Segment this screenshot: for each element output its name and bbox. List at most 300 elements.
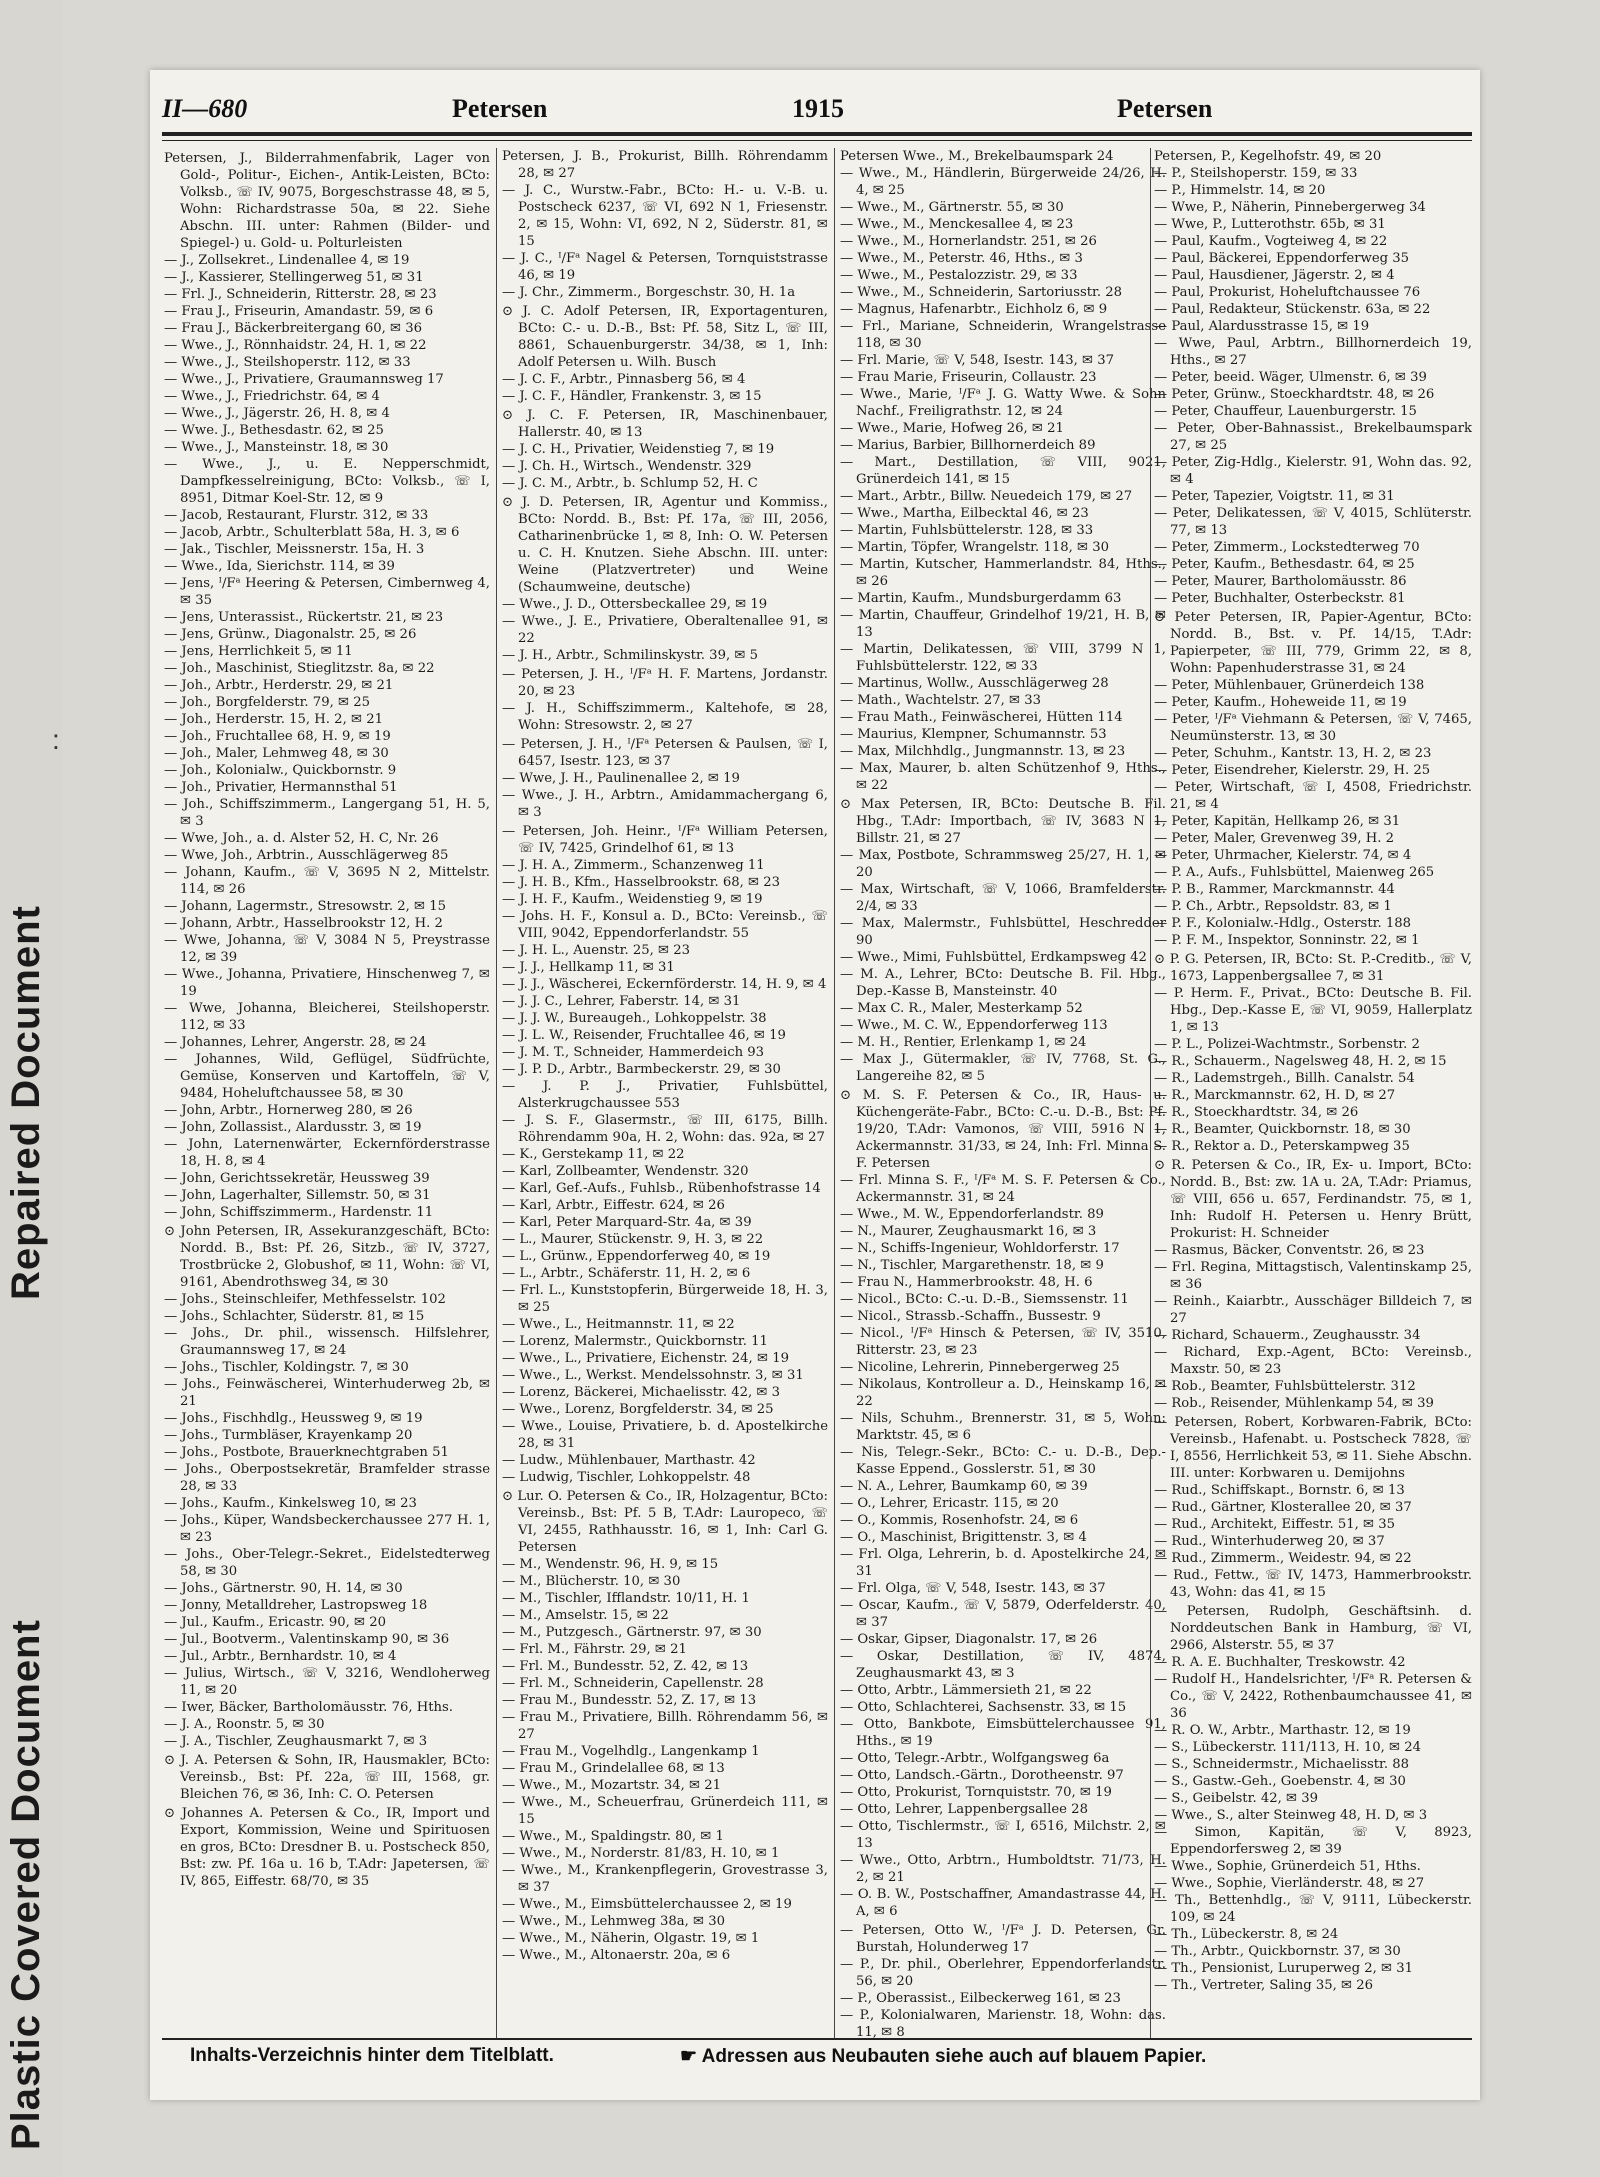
directory-entry: — M., Wendenstr. 96, H. 9, ✉ 15 xyxy=(502,1557,719,1572)
directory-entry: — Jens, ᴵ/Fᵃ Heering & Petersen, Cimbernweg 4, ✉ 35 xyxy=(164,576,490,608)
directory-entry: — Wwe., J. H., Arbtrn., Amidammachergang 6, ✉ 3 xyxy=(502,788,828,820)
directory-entry: — Nicol., Strassb.-Schaffn., Bussestr. 9 xyxy=(840,1309,1101,1324)
directory-entry: — Ludw., Mühlenbauer, Marthastr. 42 xyxy=(502,1453,756,1468)
directory-entry: — R., Stoeckhardtstr. 34, ✉ 26 xyxy=(1154,1105,1359,1120)
directory-entry: — J. H. A., Zimmerm., Schanzenweg 11 xyxy=(502,858,765,873)
directory-entry: — Wwe, Paul, Arbtrn., Billhornerdeich 19, Hths., ✉ 27 xyxy=(1154,336,1472,368)
directory-entry: — Paul, Kaufm., Vogteiweg 4, ✉ 22 xyxy=(1154,234,1388,249)
directory-entry: Petersen, P., Kegelhofstr. 49, ✉ 20 xyxy=(1154,149,1382,164)
directory-entry: — R., Beamter, Quickbornstr. 18, ✉ 30 xyxy=(1154,1122,1411,1137)
directory-entry: — J. H., Arbtr., Schmilinskystr. 39, ✉ 5 xyxy=(502,648,758,663)
directory-entry: — Wwe., M., Spaldingstr. 80, ✉ 1 xyxy=(502,1829,724,1844)
directory-entry: — Oskar, Destillation, ☏ IV, 4874, Zeughausmarkt 43, ✉ 3 xyxy=(840,1649,1166,1681)
directory-entry: — Peter, Schuhm., Kantstr. 13, H. 2, ✉ 23 xyxy=(1154,746,1432,761)
directory-entry: — Wwe., J., Friedrichstr. 64, ✉ 4 xyxy=(164,389,380,404)
directory-entry: — R. A. E. Buchhalter, Treskowstr. 42 xyxy=(1154,1655,1406,1670)
directory-entry: ⊙ Johannes A. Petersen & Co., IR, Import und Export, Kommission, Weine und Spirituosen en gros, BCto: Dresdner B. u. Postscheck 850, Bst: zw. Pf. 16a u. 16 b, T.Adr: Japetersen, ☏ IV, 865, Eiffestr. 68/70, ✉ 35 xyxy=(164,1806,490,1889)
directory-entry: — J., Kassierer, Stellingerweg 51, ✉ 31 xyxy=(164,270,424,285)
footer-rule xyxy=(162,2038,1472,2040)
directory-entry: — Johs., Küper, Wandsbeckerchaussee 277 H. 1, ✉ 23 xyxy=(164,1513,490,1545)
directory-entry: — J. M. T., Schneider, Hammerdeich 93 xyxy=(502,1045,765,1060)
directory-entry: — Frau M., Bundesstr. 52, Z. 17, ✉ 13 xyxy=(502,1693,757,1708)
directory-entry: — Rud., Fettw., ☏ IV, 1473, Hammerbrookstr. 43, Wohn: das 41, ✉ 15 xyxy=(1154,1568,1472,1600)
directory-entry: — P. Herm. F., Privat., BCto: Deutsche B. Fil. Hbg., Dep.-Kasse E, ☏ VI, 9059, Hallerplatz 1, ✉ 13 xyxy=(1154,986,1472,1035)
directory-entry: — Peter, Ober-Bahnassist., Brekelbaumspark 27, ✉ 25 xyxy=(1154,421,1472,453)
directory-entry: — Martinus, Wollw., Ausschlägerweg 28 xyxy=(840,676,1109,691)
directory-entry: — Otto, Prokurist, Tornquiststr. 70, ✉ 19 xyxy=(840,1785,1112,1800)
directory-entry: — Joh., Arbtr., Herderstr. 29, ✉ 21 xyxy=(164,678,394,693)
directory-entry: — Marius, Barbier, Billhornerdeich 89 xyxy=(840,438,1096,453)
directory-entry: — Joh., Maler, Lehmweg 48, ✉ 30 xyxy=(164,746,389,761)
directory-entry: — Th., Pensionist, Luruperweg 2, ✉ 31 xyxy=(1154,1961,1414,1976)
directory-entry: — Peter, Delikatessen, ☏ V, 4015, Schlüterstr. 77, ✉ 13 xyxy=(1154,506,1472,538)
directory-entry: — Rud., Gärtner, Klosterallee 20, ✉ 37 xyxy=(1154,1500,1412,1515)
directory-entry: — Frl. Regina, Mittagstisch, Valentinskamp 25, ✉ 36 xyxy=(1154,1260,1472,1292)
directory-entry: — Wwe., Sophie, Vierländerstr. 48, ✉ 27 xyxy=(1154,1876,1425,1891)
directory-entry: — Nicoline, Lehrerin, Pinnebergerweg 25 xyxy=(840,1360,1120,1375)
directory-entry: — M., Blücherstr. 10, ✉ 30 xyxy=(502,1574,681,1589)
directory-entry: — Peter, Wirtschaft, ☏ I, 4508, Friedrichstr. 21, ✉ 4 xyxy=(1154,780,1472,812)
directory-entry: — Otto, Landsch.-Gärtn., Dorotheenstr. 97 xyxy=(840,1768,1124,1783)
directory-entry: — Peter, Maler, Grevenweg 39, H. 2 xyxy=(1154,831,1394,846)
directory-entry: — Johs., Postbote, Brauerknechtgraben 51 xyxy=(164,1445,449,1460)
directory-entry: — Peter, Kaufm., Bethesdastr. 64, ✉ 25 xyxy=(1154,557,1415,572)
directory-entry: — Wwe., J., Privatiere, Graumannsweg 17 xyxy=(164,372,444,387)
directory-entry: — Joh., Schiffszimmerm., Langergang 51, H. 5, ✉ 3 xyxy=(164,797,490,829)
directory-entry: — Wwe, P., Näherin, Pinnebergerweg 34 xyxy=(1154,200,1426,215)
directory-entry: — Jak., Tischler, Meissnerstr. 15a, H. 3 xyxy=(164,542,425,557)
directory-entry: — Petersen, J. H., ᴵ/Fᵃ H. F. Martens, Jordanstr. 20, ✉ 23 xyxy=(502,667,828,699)
directory-entry: — Wwe., M., Schneiderin, Sartoriusstr. 28 xyxy=(840,285,1123,300)
directory-entry: — K., Gerstekamp 11, ✉ 22 xyxy=(502,1147,685,1162)
directory-entry: — Rob., Beamter, Fuhlsbüttelerstr. 312 xyxy=(1154,1379,1416,1394)
header-left-name: Petersen xyxy=(452,94,548,123)
directory-entry: — Wwe., Otto, Arbtrn., Humboldtstr. 71/73, H. 2, ✉ 21 xyxy=(840,1853,1166,1885)
directory-entry: — Julius, Wirtsch., ☏ V, 3216, Wendloherweg 11, ✉ 20 xyxy=(164,1666,490,1698)
directory-entry: — Wwe., Ida, Sierichstr. 114, ✉ 39 xyxy=(164,559,395,574)
directory-entry: — Johs., Dr. phil., wissensch. Hilfslehrer, Graumannsweg 17, ✉ 24 xyxy=(164,1326,490,1358)
directory-entry: — J. C. F., Arbtr., Pinnasberg 56, ✉ 4 xyxy=(502,372,746,387)
directory-entry: — Wwe. J., Bethesdastr. 62, ✉ 25 xyxy=(164,423,384,438)
directory-entry: — Johann, Arbtr., Hasselbrookstr 12, H. 2 xyxy=(164,916,443,931)
directory-entry: — Otto, Lehrer, Lappenbergsallee 28 xyxy=(840,1802,1088,1817)
directory-entry: — Peter, Uhrmacher, Kielerstr. 74, ✉ 4 xyxy=(1154,848,1412,863)
directory-entry: — Magnus, Hafenarbtr., Eichholz 6, ✉ 9 xyxy=(840,302,1108,317)
directory-entry: — Nikolaus, Kontrolleur a. D., Heinskamp 16, ✉ 22 xyxy=(840,1377,1166,1409)
directory-entry: — Nis, Telegr.-Sekr., BCto: C.- u. D.-B., Dep.-Kasse Eppend., Gosslerstr. 51, ✉ 30 xyxy=(840,1445,1166,1477)
directory-entry: — Wwe., J., Rönnhaidstr. 24, H. 1, ✉ 22 xyxy=(164,338,427,353)
directory-entry: — J. J. C., Lehrer, Faberstr. 14, ✉ 31 xyxy=(502,994,741,1009)
directory-entry: — Th., Arbtr., Quickbornstr. 37, ✉ 30 xyxy=(1154,1944,1401,1959)
directory-entry: — Paul, Alardusstrasse 15, ✉ 19 xyxy=(1154,319,1370,334)
directory-entry: — Martin, Fuhlsbüttelerstr. 128, ✉ 33 xyxy=(840,523,1094,538)
directory-entry: — Wwe., M., Hornerlandstr. 251, ✉ 26 xyxy=(840,234,1097,249)
directory-entry: — Iwer, Bäcker, Bartholomäusstr. 76, Hths. xyxy=(164,1700,453,1715)
directory-entry: — Frau J., Friseurin, Amandastr. 59, ✉ 6 xyxy=(164,304,434,319)
directory-entry: — J. P. J., Privatier, Fuhlsbüttel, Alsterkrugchaussee 553 xyxy=(502,1079,828,1111)
directory-entry: — Wwe., Lorenz, Borgfelderstr. 34, ✉ 25 xyxy=(502,1402,774,1417)
directory-entry: — Frl. L., Kunststopferin, Bürgerweide 18, H. 3, ✉ 25 xyxy=(502,1283,828,1315)
directory-entry: — Karl, Zollbeamter, Wendenstr. 320 xyxy=(502,1164,749,1179)
directory-entry: — P., Kolonialwaren, Marienstr. 18, Wohn: das. 11, ✉ 8 xyxy=(840,2008,1166,2038)
directory-entry: — John, Arbtr., Hornerweg 280, ✉ 26 xyxy=(164,1103,413,1118)
directory-entry: — Wwe., M. C. W., Eppendorferweg 113 xyxy=(840,1018,1108,1033)
directory-entry: — Max C. R., Maler, Mesterkamp 52 xyxy=(840,1001,1083,1016)
directory-entry: — Wwe., M., Näherin, Olgastr. 19, ✉ 1 xyxy=(502,1931,760,1946)
directory-entry: — Frau Math., Feinwäscherei, Hütten 114 xyxy=(840,710,1123,725)
directory-entry: — Peter, Grünw., Stoeckhardtstr. 48, ✉ 26 xyxy=(1154,387,1435,402)
directory-entry: — M. H., Rentier, Erlenkamp 1, ✉ 24 xyxy=(840,1035,1087,1050)
directory-entry: ⊙ J. C. Adolf Petersen, IR, Exportagenturen, BCto: C.- u. D.-B., Bst: Pf. 58, Sitz L, ☏ III, 8861, Schauenburgerstr. 34/38, ✉ 1, Inh: Adolf Petersen u. Wilh. Busch xyxy=(502,304,828,370)
directory-entry: — Karl, Arbtr., Eiffestr. 624, ✉ 26 xyxy=(502,1198,725,1213)
directory-entry: — J. Chr., Zimmerm., Borgeschstr. 30, H. 1a xyxy=(502,285,796,300)
directory-entry: — P., Dr. phil., Oberlehrer, Eppendorferlandstr. 56, ✉ 20 xyxy=(840,1957,1166,1989)
directory-entry: — Wwe., Marie, Hofweg 26, ✉ 21 xyxy=(840,421,1064,436)
directory-entry: — Th., Lübeckerstr. 8, ✉ 24 xyxy=(1154,1927,1339,1942)
directory-entry: — M., Tischler, Ifflandstr. 10/11, H. 1 xyxy=(502,1591,750,1606)
directory-entry: — P., Oberassist., Eilbeckerweg 161, ✉ 23 xyxy=(840,1991,1121,2006)
directory-entry: — Petersen, Joh. Heinr., ᴵ/Fᵃ William Petersen, ☏ IV, 7425, Grindelhof 61, ✉ 13 xyxy=(502,824,828,856)
directory-entry: — S., Geibelstr. 42, ✉ 39 xyxy=(1154,1791,1319,1806)
directory-entry: — M., Amselstr. 15, ✉ 22 xyxy=(502,1608,669,1623)
directory-entry: — Frl. M., Bundesstr. 52, Z. 42, ✉ 13 xyxy=(502,1659,749,1674)
directory-entry: — Lorenz, Malermstr., Quickbornstr. 11 xyxy=(502,1334,768,1349)
directory-entry: — Peter, Tapezier, Voigtstr. 11, ✉ 31 xyxy=(1154,489,1395,504)
directory-entry: — Petersen, Robert, Korbwaren-Fabrik, BCto: Vereinsb., Hafenabt. u. Postscheck 7828, ☏ I, 8556, Herrlichkeit 53, ✉ 11. Siehe Abschn. III. unter: Korbwaren u. Demijohns xyxy=(1154,1415,1472,1481)
directory-entry: — O., Kommis, Rosenhofstr. 24, ✉ 6 xyxy=(840,1513,1079,1528)
directory-entry: ⊙ Peter Petersen, IR, Papier-Agentur, BCto: Nordd. B., Bst. v. Pf. 14/15, T.Adr: Papierpeter, ☏ III, 779, Grimm 22, ✉ 8, Wohn: Papenhuderstrasse 31, ✉ 24 xyxy=(1154,610,1472,676)
directory-entry: — Wwe, P., Lutterothstr. 65b, ✉ 31 xyxy=(1154,217,1386,232)
page-number: II—680 xyxy=(162,94,248,123)
directory-entry: — Wwe, Joh., Arbtrin., Ausschlägerweg 85 xyxy=(164,848,449,863)
directory-entry: — O., Lehrer, Ericastr. 115, ✉ 20 xyxy=(840,1496,1059,1511)
directory-entry: — J. C., ᴵ/Fᵃ Nagel & Petersen, Tornquiststrasse 46, ✉ 19 xyxy=(502,251,828,283)
directory-entry: — Lorenz, Bäckerei, Michaelisstr. 42, ✉ 3 xyxy=(502,1385,781,1400)
directory-entry: — Wwe., L., Werkst. Mendelssohnstr. 3, ✉ 31 xyxy=(502,1368,804,1383)
directory-entry: — Martin, Töpfer, Wrangelstr. 118, ✉ 30 xyxy=(840,540,1110,555)
directory-entry: — J. S. F., Glasermstr., ☏ III, 6175, Billh. Röhrendamm 90a, H. 2, Wohn: das. 92a, ✉ 27 xyxy=(502,1113,828,1145)
directory-entry: ⊙ Lur. O. Petersen & Co., IR, Holzagentur, BCto: Vereinsb., Bst: Pf. 5 B, T.Adr: Lauropeco, ☏ VI, 2455, Rathhausstr. 16, ✉ 1, Inh: Carl G. Petersen xyxy=(502,1489,828,1555)
column-3 xyxy=(840,148,1166,2038)
column-divider xyxy=(1150,148,1151,2038)
directory-entry: — J. C. F., Händler, Frankenstr. 3, ✉ 15 xyxy=(502,389,762,404)
directory-entry: — P. Ch., Arbtr., Repsoldstr. 83, ✉ 1 xyxy=(1154,899,1392,914)
directory-entry: — Nils, Schuhm., Brennerstr. 31, ✉ 5, Wohn: Marktstr. 45, ✉ 6 xyxy=(840,1411,1166,1443)
directory-entry: — Joh., Maschinist, Stieglitzstr. 8a, ✉ 22 xyxy=(164,661,435,676)
column-divider xyxy=(834,148,835,2038)
directory-entry: — Wwe., M., Norderstr. 81/83, H. 10, ✉ 1 xyxy=(502,1846,780,1861)
directory-entry: — Wwe., Sophie, Grünerdeich 51, Hths. xyxy=(1154,1859,1421,1874)
directory-entry: — Wwe., J., Steilshoperstr. 112, ✉ 33 xyxy=(164,355,411,370)
directory-entry: — L., Maurer, Stückenstr. 9, H. 3, ✉ 22 xyxy=(502,1232,764,1247)
header-right-name: Petersen xyxy=(1117,94,1213,123)
directory-entry: — Ludwig, Tischler, Lohkoppelstr. 48 xyxy=(502,1470,751,1485)
header-rule xyxy=(162,132,1472,136)
directory-entry: — Jens, Unterassist., Rückertstr. 21, ✉ 23 xyxy=(164,610,444,625)
directory-entry: — J. C. M., Arbtr., b. Schlump 52, H. C xyxy=(502,476,758,491)
directory-entry: — Jul., Arbtr., Bernhardstr. 10, ✉ 4 xyxy=(164,1649,397,1664)
directory-entry: — Wwe., L., Privatiere, Eichenstr. 24, ✉ 19 xyxy=(502,1351,789,1366)
directory-entry: — J. H., Schiffszimmerm., Kaltehofe, ✉ 28, Wohn: Stresowstr. 2, ✉ 27 xyxy=(502,701,828,733)
directory-entry: — Rud., Zimmerm., Weidestr. 94, ✉ 22 xyxy=(1154,1551,1412,1566)
column-2 xyxy=(502,148,828,2038)
directory-entry: — Joh., Herderstr. 15, H. 2, ✉ 21 xyxy=(164,712,383,727)
directory-entry: — P., Himmelstr. 14, ✉ 20 xyxy=(1154,183,1326,198)
directory-entry: — J. A., Tischler, Zeughausmarkt 7, ✉ 3 xyxy=(164,1734,428,1749)
directory-entry: — Wwe., Louise, Privatiere, b. d. Apostelkirche 28, ✉ 31 xyxy=(502,1419,828,1451)
directory-entry: — Frau J., Bäckerbreitergang 60, ✉ 36 xyxy=(164,321,423,336)
directory-entry: — R., Rektor a. D., Peterskampweg 35 xyxy=(1154,1139,1410,1154)
directory-entry: — Wwe., L., Heitmannstr. 11, ✉ 22 xyxy=(502,1317,735,1332)
directory-entry: — Paul, Hausdiener, Jägerstr. 2, ✉ 4 xyxy=(1154,268,1395,283)
directory-entry: — Paul, Prokurist, Hoheluftchaussee 76 xyxy=(1154,285,1421,300)
directory-entry: — Frau M., Vogelhdlg., Langenkamp 1 xyxy=(502,1744,760,1759)
directory-entry: — Petersen, Otto W., ᴵ/Fᵃ J. D. Petersen, Gr. Burstah, Holunderweg 17 xyxy=(840,1923,1166,1955)
directory-entry: — Wwe, Johanna, Bleicherei, Steilshoperstr. 112, ✉ 33 xyxy=(164,1001,490,1033)
directory-entry: — Martin, Chauffeur, Grindelhof 19/21, H. B, ✉ 13 xyxy=(840,608,1166,640)
directory-entry: — J. P. D., Arbtr., Barmbeckerstr. 29, ✉ 30 xyxy=(502,1062,781,1077)
directory-entry: — J. H. F., Kaufm., Weidenstieg 9, ✉ 19 xyxy=(502,892,763,907)
directory-entry: Petersen, J., Bilderrahmenfabrik, Lager von Gold-, Politur-, Eichen-, Antik-Leisten, BCto: Volksb., ☏ IV, 9075, Borgeschstrasse 48, ✉ 5, Wohn: Richardstrasse 50a, ✉ 22. Siehe Abschn. III. unter: Rahmen (Bilder- und Spiegel-) u. Gold- u. Polturleisten xyxy=(164,151,490,251)
directory-entry: — Otto, Arbtr., Lämmersieth 21, ✉ 22 xyxy=(840,1683,1092,1698)
directory-entry: — Frau N., Hammerbrookstr. 48, H. 6 xyxy=(840,1275,1093,1290)
directory-entry: — Th., Vertreter, Saling 35, ✉ 26 xyxy=(1154,1978,1374,1993)
directory-entry: ⊙ J. A. Petersen & Sohn, IR, Hausmakler, BCto: Vereinsb., Bst: Pf. 22a, ☏ III, 1568, gr. Bleichen 76, ✉ 36, Inh: C. O. Petersen xyxy=(164,1753,490,1802)
directory-entry: — Wwe., J. D., Ottersbeckallee 29, ✉ 19 xyxy=(502,597,768,612)
directory-entry: — Rob., Reisender, Mühlenkamp 54, ✉ 39 xyxy=(1154,1396,1434,1411)
directory-entry: — Wwe., M., Menckesallee 4, ✉ 23 xyxy=(840,217,1074,232)
directory-entry: — Richard, Exp.-Agent, BCto: Vereinsb., Maxstr. 50, ✉ 23 xyxy=(1154,1345,1472,1377)
directory-entry: — Th., Bettenhdlg., ☏ V, 9111, Lübeckerstr. 109, ✉ 24 xyxy=(1154,1893,1472,1925)
directory-entry: — Peter, Zig-Hdlg., Kielerstr. 91, Wohn das. 92, ✉ 4 xyxy=(1154,455,1472,487)
directory-entry: — P., Steilshoperstr. 159, ✉ 33 xyxy=(1154,166,1358,181)
directory-entry: — J., Zollsekret., Lindenallee 4, ✉ 19 xyxy=(164,253,410,268)
directory-entry: — Wwe., M., Eimsbüttelerchaussee 2, ✉ 19 xyxy=(502,1897,792,1912)
directory-entry: — N. A., Lehrer, Baumkamp 60, ✉ 39 xyxy=(840,1479,1088,1494)
directory-entry: — R., Marckmannstr. 62, H. D, ✉ 27 xyxy=(1154,1088,1396,1103)
directory-entry: ⊙ John Petersen, IR, Assekuranzgeschäft, BCto: Nordd. B., Bst: Pf. 26, Sitzb., ☏ IV, 3727, Trostbrücke 2, Globushof, ✉ 11, Wohn: ☏ VI, 9161, Abendrothsweg 34, ✉ 30 xyxy=(164,1224,490,1290)
directory-entry: — Rud., Winterhuderweg 20, ✉ 37 xyxy=(1154,1534,1385,1549)
directory-entry: — M., Putzgesch., Gärtnerstr. 97, ✉ 30 xyxy=(502,1625,762,1640)
directory-entry: — N., Maurer, Zeughausmarkt 16, ✉ 3 xyxy=(840,1224,1097,1239)
directory-entry: — Otto, Telegr.-Arbtr., Wolfgangsweg 6a xyxy=(840,1751,1110,1766)
directory-entry: — Johs., Feinwäscherei, Winterhuderweg 2b, ✉ 21 xyxy=(164,1377,490,1409)
directory-entry: — Frl. Minna S. F., ᴵ/Fᵃ M. S. F. Petersen & Co., Ackermannstr. 31, ✉ 24 xyxy=(840,1173,1166,1205)
column-divider xyxy=(496,148,497,2038)
directory-entry: — Wwe., M., Händlerin, Bürgerweide 24/26, H. 4, ✉ 25 xyxy=(840,166,1166,198)
directory-entry: — Frau Marie, Friseurin, Collaustr. 23 xyxy=(840,370,1097,385)
directory-entry: — Otto, Bankbote, Eimsbüttelerchaussee 91, Hths., ✉ 19 xyxy=(840,1717,1166,1749)
directory-entry: — S., Lübeckerstr. 111/113, H. 10, ✉ 24 xyxy=(1154,1740,1422,1755)
directory-entry: — Jonny, Metalldreher, Lastropsweg 18 xyxy=(164,1598,428,1613)
directory-entry: — Wwe., M., Mozartstr. 34, ✉ 21 xyxy=(502,1778,722,1793)
directory-entry: — Frl., Mariane, Schneiderin, Wrangelstrasse 118, ✉ 30 xyxy=(840,319,1166,351)
directory-entry: — O., Maschinist, Brigittenstr. 3, ✉ 4 xyxy=(840,1530,1087,1545)
directory-entry: — Wwe., M., Altonaerstr. 20a, ✉ 6 xyxy=(502,1948,731,1963)
directory-entry: — John, Zollassist., Alardusstr. 3, ✉ 19 xyxy=(164,1120,422,1135)
directory-entry: — Wwe., J. E., Privatiere, Oberaltenallee 91, ✉ 22 xyxy=(502,614,828,646)
directory-entry: — P. A., Aufs., Fuhlsbüttel, Maienweg 265 xyxy=(1154,865,1435,880)
directory-entry: — Joh., Privatier, Hermannsthal 51 xyxy=(164,780,398,795)
directory-entry: — Math., Wachtelstr. 27, ✉ 33 xyxy=(840,693,1042,708)
directory-entry: — Paul, Bäckerei, Eppendorferweg 35 xyxy=(1154,251,1410,266)
directory-entry: ⊙ P. G. Petersen, IR, BCto: St. P.-Creditb., ☏ V, 1673, Lappenbergsallee 7, ✉ 31 xyxy=(1154,952,1472,984)
footer-index-note: Inhalts-Verzeichnis hinter dem Titelblatt. xyxy=(190,2045,554,2066)
directory-entry: — Max, Milchhdlg., Jungmannstr. 13, ✉ 23 xyxy=(840,744,1126,759)
directory-entry: — Max, Wirtschaft, ☏ V, 1066, Bramfelderstr. 2/4, ✉ 33 xyxy=(840,882,1166,914)
directory-entry: — Wwe., Johanna, Privatiere, Hinschenweg 7, ✉ 19 xyxy=(164,967,490,999)
directory-entry: — Joh., Borgfelderstr. 79, ✉ 25 xyxy=(164,695,370,710)
directory-entry: — Johs., Gärtnerstr. 90, H. 14, ✉ 30 xyxy=(164,1581,403,1596)
directory-entry: — Frl. M., Schneiderin, Capellenstr. 28 xyxy=(502,1676,764,1691)
directory-entry: — Peter, Kapitän, Hellkamp 26, ✉ 31 xyxy=(1154,814,1401,829)
directory-entry: — Frl. Olga, ☏ V, 548, Isestr. 143, ✉ 37 xyxy=(840,1581,1106,1596)
directory-entry: — Jens, Herrlichkeit 5, ✉ 11 xyxy=(164,644,353,659)
directory-entry: — Rud., Schiffskapt., Bornstr. 6, ✉ 13 xyxy=(1154,1483,1405,1498)
directory-entry: — Wwe., M., Pestalozzistr. 29, ✉ 33 xyxy=(840,268,1078,283)
directory-entry: — Johs., Schlachter, Süderstr. 81, ✉ 15 xyxy=(164,1309,425,1324)
directory-entry: — Wwe, J. H., Paulinenallee 2, ✉ 19 xyxy=(502,771,740,786)
directory-entry: — Peter, beeid. Wäger, Ulmenstr. 6, ✉ 39 xyxy=(1154,370,1427,385)
directory-entry: — Max, Postbote, Schrammsweg 25/27, H. 1, ✉ 20 xyxy=(840,848,1166,880)
directory-entry: — Frau M., Grindelallee 68, ✉ 13 xyxy=(502,1761,725,1776)
directory-entry: Petersen Wwe., M., Brekelbaumspark 24 xyxy=(840,149,1114,164)
directory-entry: — P. F. M., Inspektor, Sonninstr. 22, ✉ 1 xyxy=(1154,933,1420,948)
directory-entry: — Frl. M., Fährstr. 29, ✉ 21 xyxy=(502,1642,687,1657)
directory-entry: — Johs. H. F., Konsul a. D., BCto: Vereinsb., ☏ VIII, 9042, Eppendorferlandstr. 55 xyxy=(502,909,828,941)
column-1 xyxy=(164,148,490,2038)
directory-entry: — John, Gerichtssekretär, Heussweg 39 xyxy=(164,1171,430,1186)
column-4 xyxy=(1154,148,1472,2038)
directory-entry: — Johs., Turmbläser, Krayenkamp 20 xyxy=(164,1428,413,1443)
directory-entry: — Mart., Destillation, ☏ VIII, 9021, Grünerdeich 141, ✉ 15 xyxy=(840,455,1166,487)
header-rule-thin xyxy=(162,140,1472,141)
directory-entry: — J. H. L., Auenstr. 25, ✉ 23 xyxy=(502,943,691,958)
directory-entry: — Joh., Fruchtallee 68, H. 9, ✉ 19 xyxy=(164,729,391,744)
directory-entry: Petersen, J. B., Prokurist, Billh. Röhrendamm 28, ✉ 27 xyxy=(502,149,828,181)
directory-entry: — Karl, Gef.-Aufs., Fuhlsb., Rübenhofstrasse 14 xyxy=(502,1181,821,1196)
directory-entry: ⊙ J. D. Petersen, IR, Agentur und Kommiss., BCto: Nordd. B., Bst: Pf. 17a, ☏ III, 2056, Catharinenbrücke 1, ✉ 8, Inh: O. W. Petersen u. C. H. Knutzen. Siehe Abschn. III. unter: Weine (Platzvertreter) und Weine (Schaumweine, deutsche) xyxy=(502,495,828,595)
directory-entry: — Jacob, Arbtr., Schulterblatt 58a, H. 3, ✉ 6 xyxy=(164,525,460,540)
directory-entry: ⊙ Max Petersen, IR, BCto: Deutsche B. Fil. Hbg., T.Adr: Importbach, ☏ IV, 3683 N 1, Billstr. 21, ✉ 27 xyxy=(840,797,1166,846)
directory-entry: — Otto, Tischlermstr., ☏ I, 6516, Milchstr. 2, ✉ 13 xyxy=(840,1819,1166,1851)
directory-entry: — Martin, Kutscher, Hammerlandstr. 84, Hths., ✉ 26 xyxy=(840,557,1166,589)
directory-entry: — Rud., Architekt, Eiffestr. 51, ✉ 35 xyxy=(1154,1517,1396,1532)
directory-entry: — Petersen, Rudolph, Geschäftsinh. d. Norddeutschen Bank in Hamburg, ☏ VI, 2966, Alsterstr. 55, ✉ 37 xyxy=(1154,1604,1472,1653)
directory-entry: — John, Laternenwärter, Eckernförderstrasse 18, H. 8, ✉ 4 xyxy=(164,1137,490,1169)
directory-entry: — Johs., Fischhdlg., Heussweg 9, ✉ 19 xyxy=(164,1411,423,1426)
directory-entry: — P. F., Kolonialw.-Hdlg., Osterstr. 188 xyxy=(1154,916,1412,931)
directory-entry: — Johannes, Lehrer, Angerstr. 28, ✉ 24 xyxy=(164,1035,427,1050)
document-spine xyxy=(0,0,62,2177)
directory-entry: — Johann, Kaufm., ☏ V, 3695 N 2, Mittelstr. 114, ✉ 26 xyxy=(164,865,490,897)
directory-entry: — L., Grünw., Eppendorferweg 40, ✉ 19 xyxy=(502,1249,771,1264)
directory-entry: — Otto, Schlachterei, Sachsenstr. 33, ✉ 15 xyxy=(840,1700,1127,1715)
directory-entry: — Peter, Maurer, Bartholomäusstr. 86 xyxy=(1154,574,1407,589)
directory-entry: — Nicol., ᴵ/Fᵃ Hinsch & Petersen, ☏ IV, 3510, Ritterstr. 23, ✉ 23 xyxy=(840,1326,1166,1358)
directory-entry: — S., Schneidermstr., Michaelisstr. 88 xyxy=(1154,1757,1410,1772)
directory-entry: — Oscar, Kaufm., ☏ V, 5879, Oderfelderstr. 40, ✉ 37 xyxy=(840,1598,1166,1630)
directory-entry: — Peter, Zimmerm., Lockstedterweg 70 xyxy=(1154,540,1420,555)
spine-label-repaired: Repaired Document xyxy=(4,905,48,1300)
directory-entry: — O. B. W., Postschaffner, Amandastrasse 44, H. A, ✉ 6 xyxy=(840,1887,1166,1919)
directory-entry: — Reinh., Kaiarbtr., Ausschäger Billdeich 7, ✉ 27 xyxy=(1154,1294,1472,1326)
directory-entry: — Wwe., J., Jägerstr. 26, H. 8, ✉ 4 xyxy=(164,406,390,421)
directory-entry: — M. A., Lehrer, BCto: Deutsche B. Fil. Hbg., Dep.-Kasse B, Mansteinstr. 40 xyxy=(840,967,1166,999)
directory-entry: — Karl, Peter Marquard-Str. 4a, ✉ 39 xyxy=(502,1215,752,1230)
directory-entry: — Johs., Kaufm., Kinkelsweg 10, ✉ 23 xyxy=(164,1496,417,1511)
directory-entry: ⊙ M. S. F. Petersen & Co., IR, Haus- u. Küchengeräte-Fabr., BCto: C.-u. D.-B., Bst: Pf. 19/20, T.Adr: Vamonos, ☏ VIII, 5916 N 1, Ackermannstr. 31/33, ✉ 24, Inh: Frl. Minna S. F. Petersen xyxy=(840,1088,1166,1171)
directory-entry: — Mart., Arbtr., Billw. Neuedeich 179, ✉ 27 xyxy=(840,489,1133,504)
directory-entry: — Jacob, Restaurant, Flurstr. 312, ✉ 33 xyxy=(164,508,429,523)
directory-entry: — R., Schauerm., Nagelsweg 48, H. 2, ✉ 15 xyxy=(1154,1054,1447,1069)
directory-entry: — Wwe., J., Mansteinstr. 18, ✉ 30 xyxy=(164,440,389,455)
directory-entry: ⊙ J. C. F. Petersen, IR, Maschinenbauer, Hallerstr. 40, ✉ 13 xyxy=(502,408,828,440)
directory-entry: — Maurius, Klempner, Schumannstr. 53 xyxy=(840,727,1107,742)
directory-entry: — Paul, Redakteur, Stückenstr. 63a, ✉ 22 xyxy=(1154,302,1431,317)
directory-entry: — Frl. Olga, Lehrerin, b. d. Apostelkirche 24, ✉ 31 xyxy=(840,1547,1166,1579)
directory-entry: — N., Tischler, Margarethenstr. 18, ✉ 9 xyxy=(840,1258,1104,1273)
directory-entry: — J. H. B., Kfm., Hasselbrookstr. 68, ✉ 23 xyxy=(502,875,781,890)
directory-entry: — Rasmus, Bäcker, Conventstr. 26, ✉ 23 xyxy=(1154,1243,1425,1258)
directory-entry: — Wwe., M., Krankenpflegerin, Grovestrasse 3, ✉ 37 xyxy=(502,1863,828,1895)
directory-entry: — Jens, Grünw., Diagonalstr. 25, ✉ 26 xyxy=(164,627,417,642)
directory-entry: — Wwe., S., alter Steinweg 48, H. D, ✉ 3 xyxy=(1154,1808,1428,1823)
directory-entry: — Wwe., M., Scheuerfrau, Grünerdeich 111, ✉ 15 xyxy=(502,1795,828,1827)
directory-entry: — Johs., Tischler, Koldingstr. 7, ✉ 30 xyxy=(164,1360,409,1375)
directory-entry: ⊙ R. Petersen & Co., IR, Ex- u. Import, BCto: Nordd. B., Bst: zw. 1A u. 2A, T.Adr: Priamus, ☏ VIII, 656 u. 657, Ferdinandstr. 75, ✉ 1, Inh: Rudolf H. Petersen u. Henry Brütt, Prokurist: H. Schneider xyxy=(1154,1158,1472,1241)
directory-entry: — John, Schiffszimmerm., Hardenstr. 11 xyxy=(164,1205,434,1220)
directory-entry: — Max, Malermstr., Fuhlsbüttel, Heschredder 90 xyxy=(840,916,1166,948)
directory-entry: — Wwe., Martha, Eilbecktal 46, ✉ 23 xyxy=(840,506,1089,521)
directory-entry: — Peter, Eisendreher, Kielerstr. 29, H. 25 xyxy=(1154,763,1431,778)
directory-entry: — Johs., Steinschleifer, Methfesselstr. 102 xyxy=(164,1292,446,1307)
directory-entry: — John, Lagerhalter, Sillemstr. 50, ✉ 31 xyxy=(164,1188,431,1203)
directory-entry: — Max, Maurer, b. alten Schützenhof 9, Hths., ✉ 22 xyxy=(840,761,1166,793)
directory-entry: — Nicol., BCto: C.-u. D.-B., Siemssenstr. 11 xyxy=(840,1292,1129,1307)
directory-entry: — Johs., Oberpostsekretär, Bramfelder strasse 28, ✉ 33 xyxy=(164,1462,490,1494)
directory-entry: — P. B., Rammer, Marckmannstr. 44 xyxy=(1154,882,1395,897)
directory-entry: — Peter, Kaufm., Hoheweide 11, ✉ 19 xyxy=(1154,695,1407,710)
footer-new-buildings-note: ☛ Adressen aus Neubauten siehe auch auf blauem Papier. xyxy=(680,2046,1207,2067)
directory-entry: — L., Arbtr., Schäferstr. 11, H. 2, ✉ 6 xyxy=(502,1266,751,1281)
directory-entry: — S., Gastw.-Geh., Goebenstr. 4, ✉ 30 xyxy=(1154,1774,1406,1789)
directory-entry: — Jul., Bootverm., Valentinskamp 90, ✉ 36 xyxy=(164,1632,450,1647)
directory-entry: — Peter, Chauffeur, Lauenburgerstr. 15 xyxy=(1154,404,1417,419)
directory-entry: — Johannes, Wild, Geflügel, Südfrüchte, Gemüse, Konserven und Kartoffeln, ☏ V, 9484, Hoheluftchaussee 58, ✉ 30 xyxy=(164,1052,490,1101)
directory-entry: — Wwe., M. W., Eppendorferlandstr. 89 xyxy=(840,1207,1104,1222)
header-year: 1915 xyxy=(792,94,844,123)
directory-entry: — Richard, Schauerm., Zeughausstr. 34 xyxy=(1154,1328,1421,1343)
directory-entry: — Martin, Delikatessen, ☏ VIII, 3799 N 1, Fuhlsbüttelerstr. 122, ✉ 33 xyxy=(840,642,1166,674)
directory-entry: — J. J., Wäscherei, Eckernförderstr. 14, H. 9, ✉ 4 xyxy=(502,977,827,992)
directory-entry: — Joh., Kolonialw., Quickbornstr. 9 xyxy=(164,763,397,778)
directory-entry: — Rudolf H., Handelsrichter, ᴵ/Fᵃ R. Petersen & Co., ☏ V, 2422, Rothenbaumchaussee 41, ✉ 36 xyxy=(1154,1672,1472,1721)
directory-entry: — Peter, Buchhalter, Osterbeckstr. 81 xyxy=(1154,591,1406,606)
directory-entry: — Martin, Kaufm., Mundsburgerdamm 63 xyxy=(840,591,1122,606)
directory-entry: — J. J. W., Bureaugeh., Lohkoppelstr. 38 xyxy=(502,1011,767,1026)
directory-entry: — Johann, Lagermstr., Stresowstr. 2, ✉ 15 xyxy=(164,899,447,914)
directory-entry: — Wwe, Johanna, ☏ V, 3084 N 5, Preystrasse 12, ✉ 39 xyxy=(164,933,490,965)
directory-entry: — Peter, ᴵ/Fᵃ Viehmann & Petersen, ☏ V, 7465, Neumünsterstr. 13, ✉ 30 xyxy=(1154,712,1472,744)
directory-entry: — J. J., Hellkamp 11, ✉ 31 xyxy=(502,960,675,975)
directory-entry: — J. L. W., Reisender, Fruchtallee 46, ✉ 19 xyxy=(502,1028,786,1043)
directory-entry: — R. O. W., Arbtr., Marthastr. 12, ✉ 19 xyxy=(1154,1723,1411,1738)
directory-entry: — Oskar, Gipser, Diagonalstr. 17, ✉ 26 xyxy=(840,1632,1098,1647)
directory-entry: — Frau M., Privatiere, Billh. Röhrendamm 56, ✉ 27 xyxy=(502,1710,828,1742)
spine-mark: : xyxy=(52,724,60,755)
directory-entry: — Petersen, J. H., ᴵ/Fᵃ Petersen & Paulsen, ☏ I, 6457, Isestr. 123, ✉ 37 xyxy=(502,737,828,769)
